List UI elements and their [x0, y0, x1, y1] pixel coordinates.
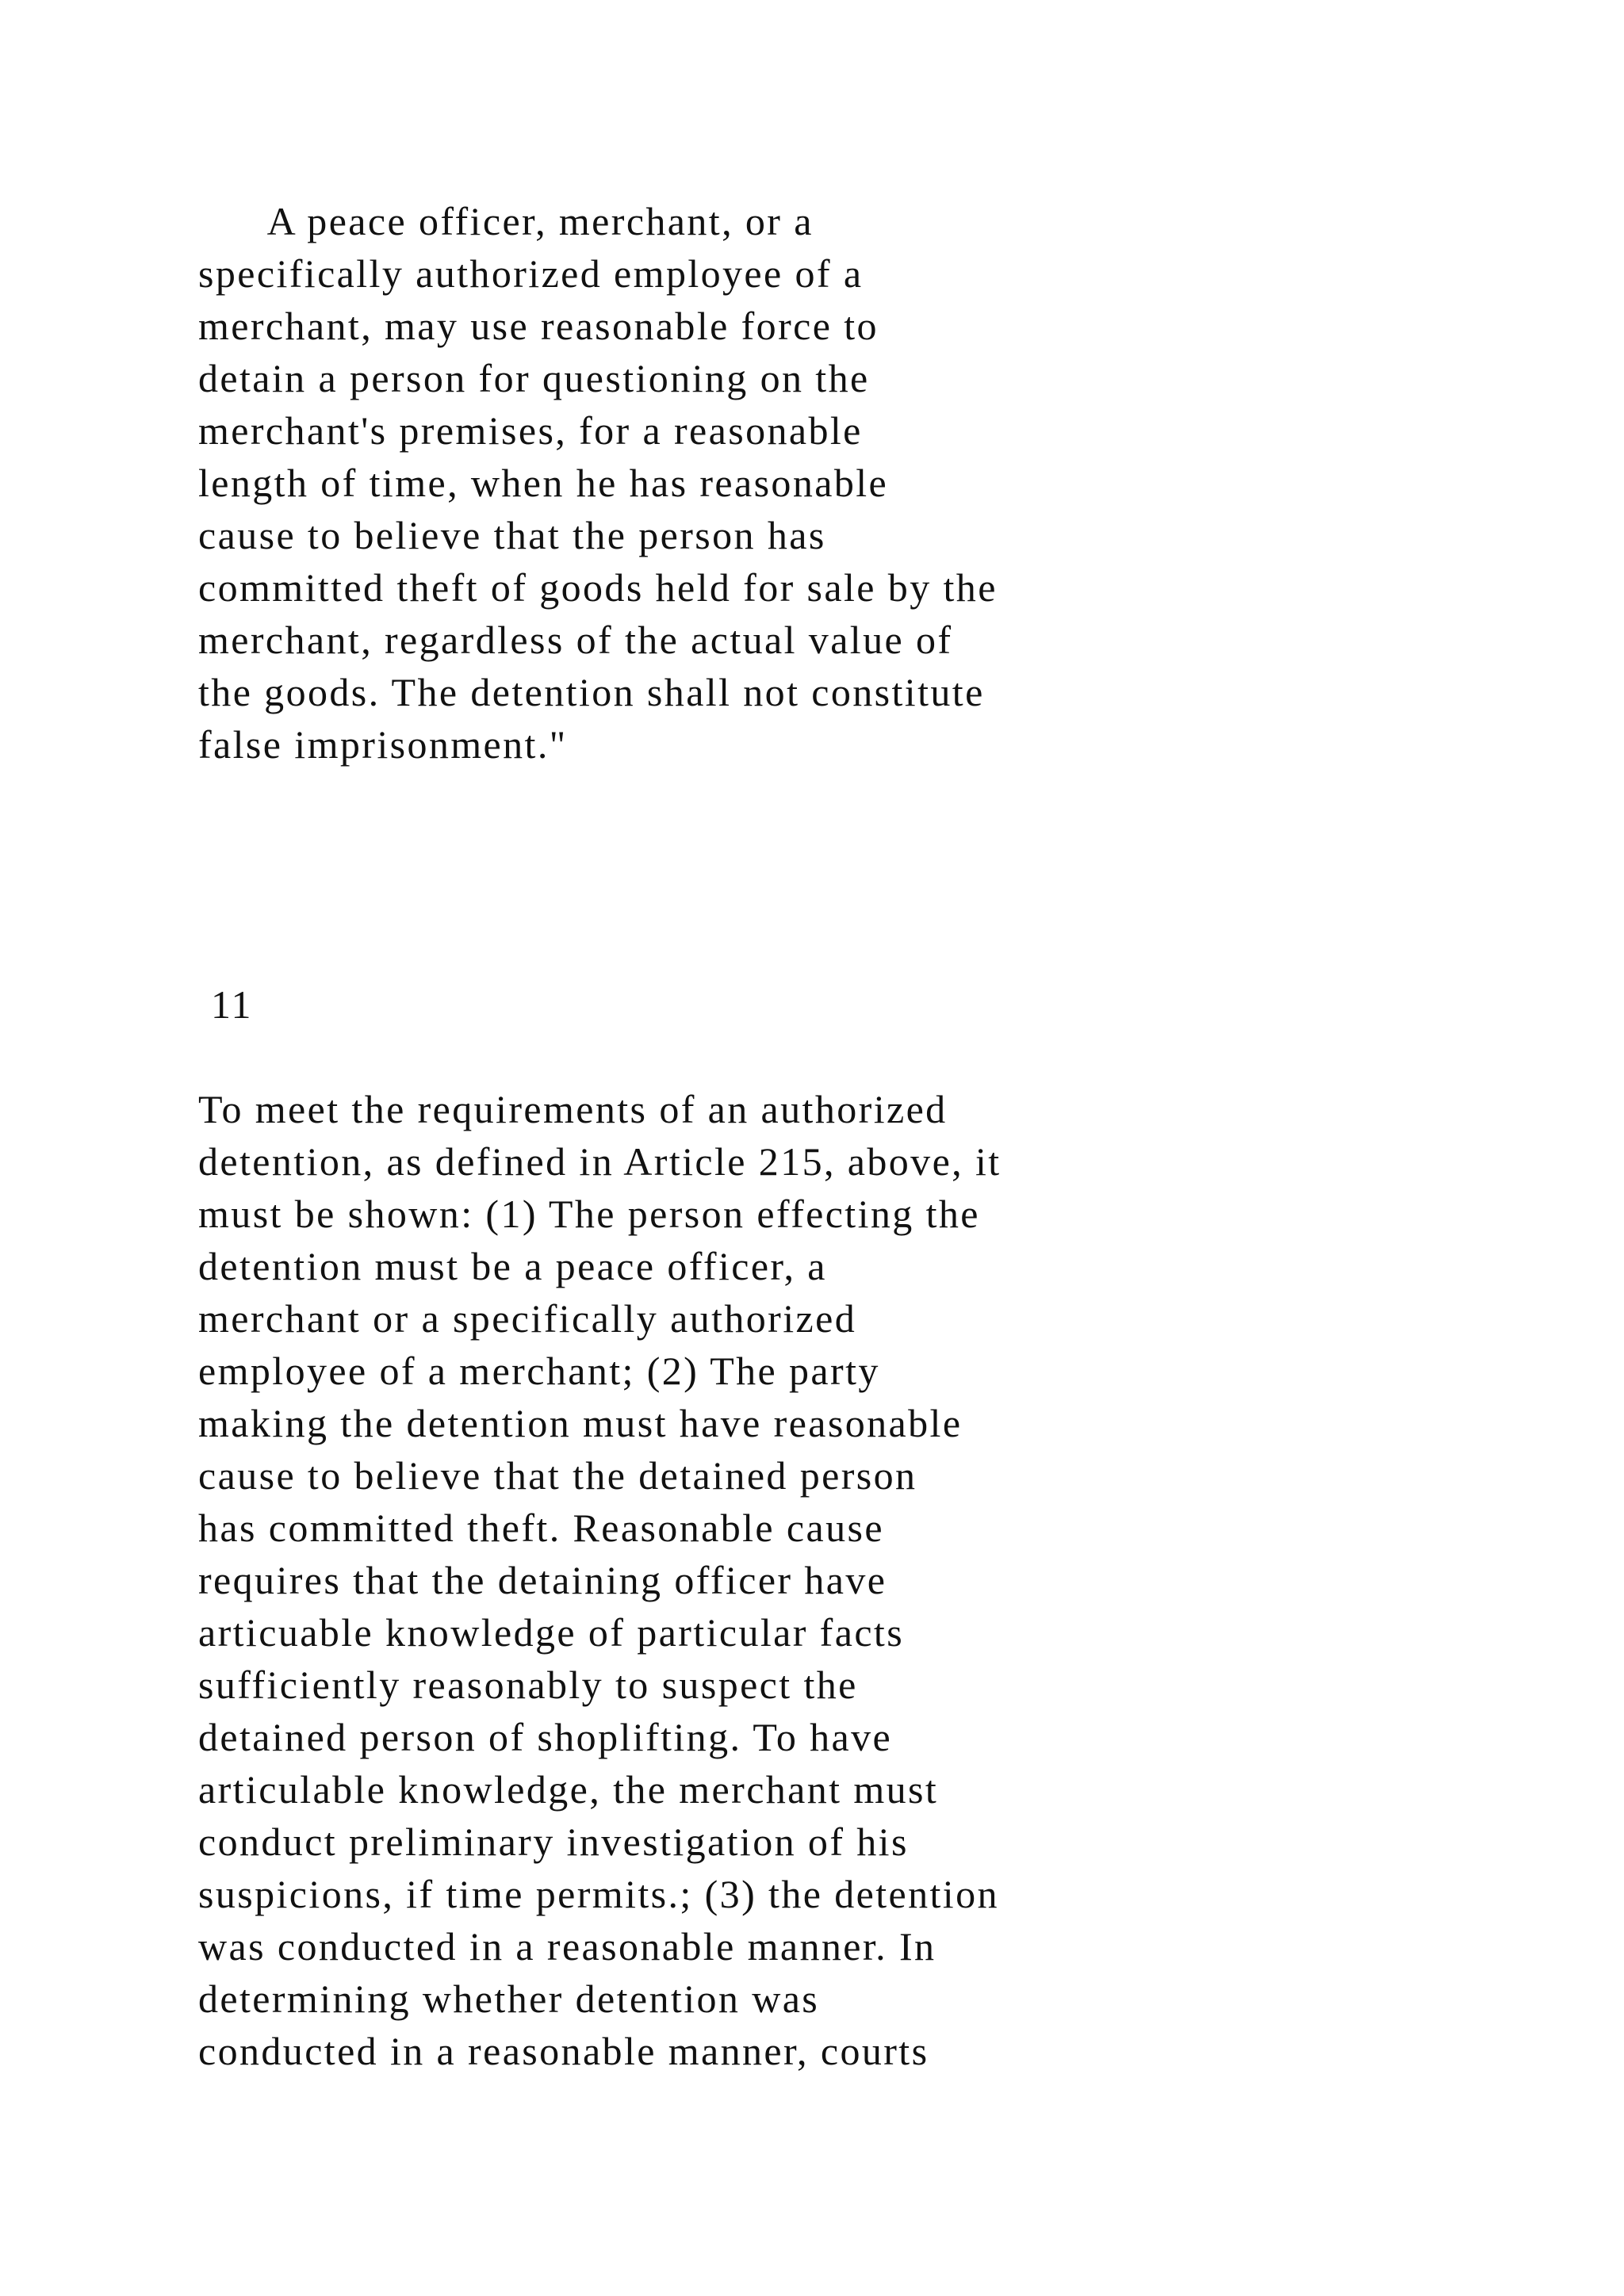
- text-line: sufficiently reasonably to suspect the: [198, 1663, 858, 1707]
- text-line: conduct preliminary investigation of his: [198, 1820, 909, 1864]
- text-line: detain a person for questioning on the: [198, 356, 870, 400]
- text-line: articulable knowledge, the merchant must: [198, 1767, 939, 1812]
- text-line: cause to believe that the person has: [198, 513, 826, 557]
- text-line: A peace officer, merchant, or a: [198, 199, 814, 243]
- text-line: employee of a merchant; (2) The party: [198, 1349, 880, 1393]
- text-line: detention, as defined in Article 215, above, it: [198, 1139, 1002, 1184]
- text-line: suspicions, if time permits.; (3) the detention: [198, 1872, 999, 1916]
- text-line: merchant or a specifically authorized: [198, 1296, 857, 1341]
- text-line: articuable knowledge of particular facts: [198, 1610, 905, 1655]
- text-line: specifically authorized employee of a: [198, 251, 864, 296]
- text-line: To meet the requirements of an authorized: [198, 1087, 948, 1131]
- page-number: 11: [211, 982, 253, 1027]
- text-line: detention must be a peace officer, a: [198, 1244, 827, 1288]
- text-line: must be shown: (1) The person effecting the: [198, 1192, 980, 1236]
- text-line: false imprisonment.": [198, 722, 568, 767]
- text-line: requires that the detaining officer have: [198, 1558, 887, 1602]
- text-line: making the detention must have reasonable: [198, 1401, 963, 1445]
- text-line: merchant, may use reasonable force to: [198, 304, 879, 348]
- text-line: the goods. The detention shall not constitute: [198, 670, 985, 714]
- text-line: conducted in a reasonable manner, courts: [198, 2029, 929, 2073]
- text-line: merchant's premises, for a reasonable: [198, 408, 863, 453]
- text-line: cause to believe that the detained person: [198, 1453, 917, 1498]
- text-line: length of time, when he has reasonable: [198, 461, 889, 505]
- text-line: determining whether detention was: [198, 1976, 820, 2021]
- text-line: committed theft of goods held for sale by the: [198, 565, 998, 610]
- text-line: has committed theft. Reasonable cause: [198, 1506, 884, 1550]
- text-line: detained person of shoplifting. To have: [198, 1715, 893, 1759]
- text-line: merchant, regardless of the actual value of: [198, 618, 953, 662]
- text-line: was conducted in a reasonable manner. In: [198, 1924, 936, 1969]
